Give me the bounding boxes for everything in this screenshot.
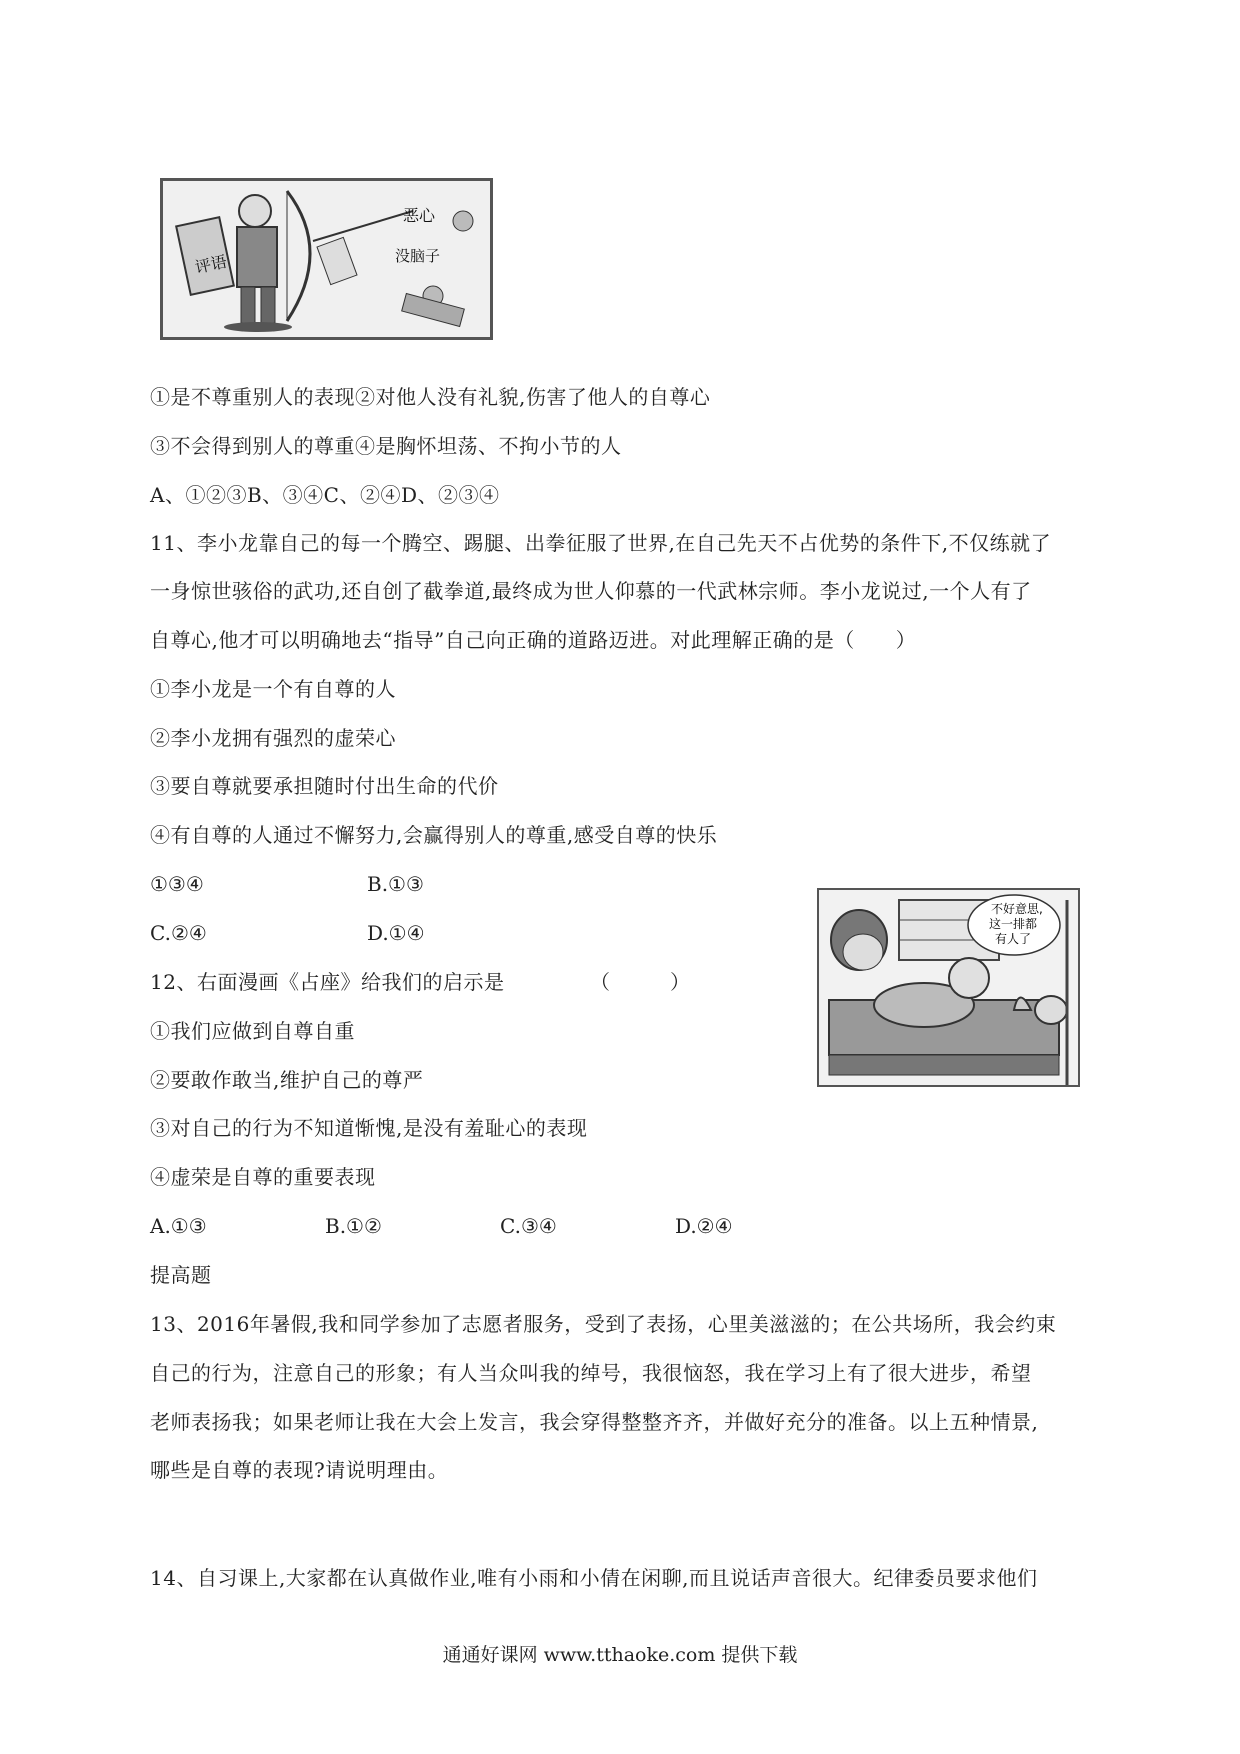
q13-stem-line-4: 哪些是自尊的表现?请说明理由。 bbox=[150, 1458, 449, 1482]
speech-bubble-line-3: 有人了 bbox=[995, 932, 1032, 946]
q12-item-2: ②要敢作敢当,维护自己的尊严 bbox=[150, 1068, 424, 1092]
q11-item-3: ③要自尊就要承担随时付出生命的代价 bbox=[150, 774, 499, 798]
criticism-cartoon bbox=[160, 178, 493, 340]
speech-bubble-line-2: 这一排都 bbox=[989, 917, 1038, 931]
q12-item-3: ③对自己的行为不知道惭愧,是没有羞耻心的表现 bbox=[150, 1116, 588, 1140]
q11-stem-line-1: 11、李小龙靠自己的每一个腾空、踢腿、出拳征服了世界,在自己先天不占优势的条件下,不仅练就了 bbox=[150, 531, 1052, 555]
q10-statement-1: ①是不尊重别人的表现②对他人没有礼貌,伤害了他人的自尊心 bbox=[150, 385, 711, 409]
q13-stem-line-2: 自己的行为，注意自己的形象；有人当众叫我的绰号，我很恼怒，我在学习上有了很大进步，希望 bbox=[150, 1361, 1032, 1385]
seat-occupying-cartoon-drawing bbox=[819, 890, 1078, 1085]
cartoon-label-comment: 评语 bbox=[193, 251, 229, 278]
q12-choice-b: B.①② bbox=[325, 1214, 382, 1238]
page-footer: 通通好课网 www.tthaoke.com 提供下载 bbox=[442, 1644, 798, 1666]
q10-statement-2: ③不会得到别人的尊重④是胸怀坦荡、不拘小节的人 bbox=[150, 434, 622, 458]
q12-choice-a: A.①③ bbox=[150, 1214, 207, 1238]
q12-item-4: ④虚荣是自尊的重要表现 bbox=[150, 1165, 376, 1189]
q10-choices: A、①②③B、③④C、②④D、②③④ bbox=[150, 483, 500, 507]
q11-choice-b: B.①③ bbox=[367, 872, 424, 896]
speech-bubble-line-1: 不好意思, bbox=[991, 902, 1043, 916]
q12-item-1: ①我们应做到自尊自重 bbox=[150, 1019, 355, 1043]
q13-stem-line-3: 老师表扬我；如果老师让我在大会上发言，我会穿得整整齐齐，并做好充分的准备。以上五种情景, bbox=[150, 1410, 1039, 1434]
criticism-cartoon-drawing bbox=[163, 181, 490, 337]
section-heading-advanced: 提高题 bbox=[150, 1263, 212, 1287]
q11-item-1: ①李小龙是一个有自尊的人 bbox=[150, 677, 396, 701]
q14-stem-line-1: 14、自习课上,大家都在认真做作业,唯有小雨和小倩在闲聊,而且说话声音很大。纪律委员要求他们 bbox=[150, 1566, 1038, 1590]
q11-stem-line-2: 一身惊世骇俗的武功,还自创了截拳道,最终成为世人仰慕的一代武林宗师。李小龙说过,一个人有了 bbox=[150, 579, 1032, 603]
cartoon-label-disgusting: 恶心 bbox=[403, 206, 436, 225]
q13-stem-line-1: 13、2016年暑假,我和同学参加了志愿者服务，受到了表扬，心里美滋滋的；在公共场所，我会约束 bbox=[150, 1312, 1057, 1336]
q11-item-2: ②李小龙拥有强烈的虚荣心 bbox=[150, 726, 396, 750]
q11-choice-d: D.①④ bbox=[367, 921, 425, 945]
cartoon-label-brainless: 没脑子 bbox=[395, 247, 441, 265]
q11-stem-line-3: 自尊心,他才可以明确地去“指导”自己向正确的道路迈进。对此理解正确的是（ ） bbox=[150, 628, 917, 652]
seat-occupying-cartoon bbox=[817, 888, 1080, 1087]
q11-choice-a: ①③④ bbox=[150, 872, 204, 896]
q11-choice-c: C.②④ bbox=[150, 921, 207, 945]
q11-item-4: ④有自尊的人通过不懈努力,会赢得别人的尊重,感受自尊的快乐 bbox=[150, 823, 718, 847]
q12-answer-paren: （ ） bbox=[590, 970, 690, 994]
q12-choice-c: C.③④ bbox=[500, 1214, 557, 1238]
q12-stem: 12、右面漫画《占座》给我们的启示是 bbox=[150, 970, 505, 994]
q12-choice-d: D.②④ bbox=[675, 1214, 733, 1238]
